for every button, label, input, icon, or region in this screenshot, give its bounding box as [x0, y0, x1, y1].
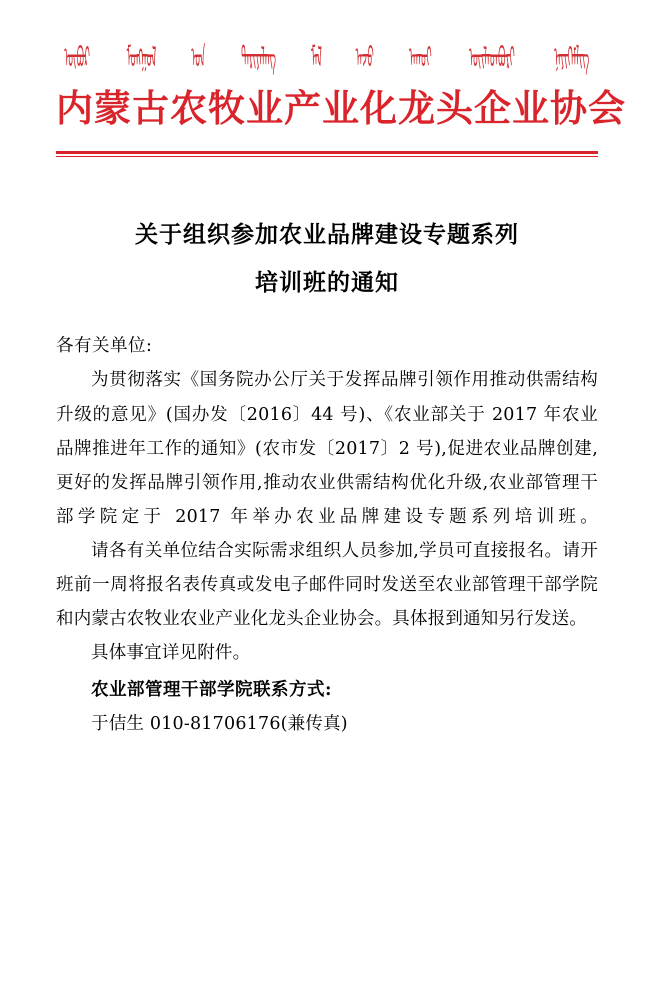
page-title-line-2: 培训班的通知 — [255, 268, 399, 296]
mongolian-script-banner — [56, 26, 598, 75]
page-title — [56, 211, 598, 308]
page-title-line-1: 关于组织参加农业品牌建设专题系列 — [135, 220, 519, 248]
contact-line: 于佶生 010-81706176(兼传真) — [91, 713, 348, 734]
mongolian-glyph: ᠨᠡᠶᠢᠭᠡᠮᠯᠢᠭ — [553, 40, 589, 75]
contact-heading: 农业部管理干部学院联系方式: — [91, 679, 332, 700]
body-paragraph-3: 具体事宜详见附件。 — [91, 643, 251, 664]
body-paragraph-1: 为贯彻落实《国务院办公厅关于发挥品牌引领作用推动供需结构升级的意见》(国办发〔2016〕44 号)、《农业部关于 2017 年农业品牌推进年工作的通知》(农市发〔2017〕2 号),促进农业品牌创建,更好的发挥品牌引领作用,推动农业供需结构优化升级,农业部管理干部学院定于 2017 年举办农业品牌建设专题系列培训班。 — [56, 370, 598, 527]
salutation: 各有关单位: — [56, 336, 153, 357]
mongolian-glyph: ᠦᠢᠯᠡᠳᠪᠦᠷᠢ — [469, 40, 516, 75]
mongolian-glyph: ᠲᠠᠷᠢᠶᠠᠯᠠᠩ — [240, 40, 276, 75]
mongolian-glyph: ᠮᠠᠯ — [311, 40, 322, 75]
mongolian-glyph: ᠠᠵᠤ — [355, 40, 375, 75]
mongolian-glyph: ᠤᠨ — [191, 40, 206, 75]
organization-title: 内蒙古农牧业产业化龙头企业协会 — [56, 86, 626, 130]
divider-thin-line — [56, 156, 598, 157]
divider-thick-line — [56, 151, 598, 154]
letterhead — [56, 0, 626, 157]
document-body — [56, 329, 598, 741]
letterhead-divider — [56, 151, 598, 157]
mongolian-glyph: ᠦᠪᠦᠷ — [64, 40, 90, 75]
body-paragraph-2: 请各有关单位结合实际需求组织人员参加,学员可直接报名。请开班前一周将报名表传真或发电子邮件同时发送至农业部管理干部学院和内蒙古农牧业农业产业化龙头企业协会。具体报到通知另行发送。 — [56, 541, 598, 630]
mongolian-glyph: ᠠᠬᠤᠢ — [409, 40, 432, 75]
mongolian-glyph: ᠮᠣᠩᠭᠣᠯ — [126, 40, 156, 75]
